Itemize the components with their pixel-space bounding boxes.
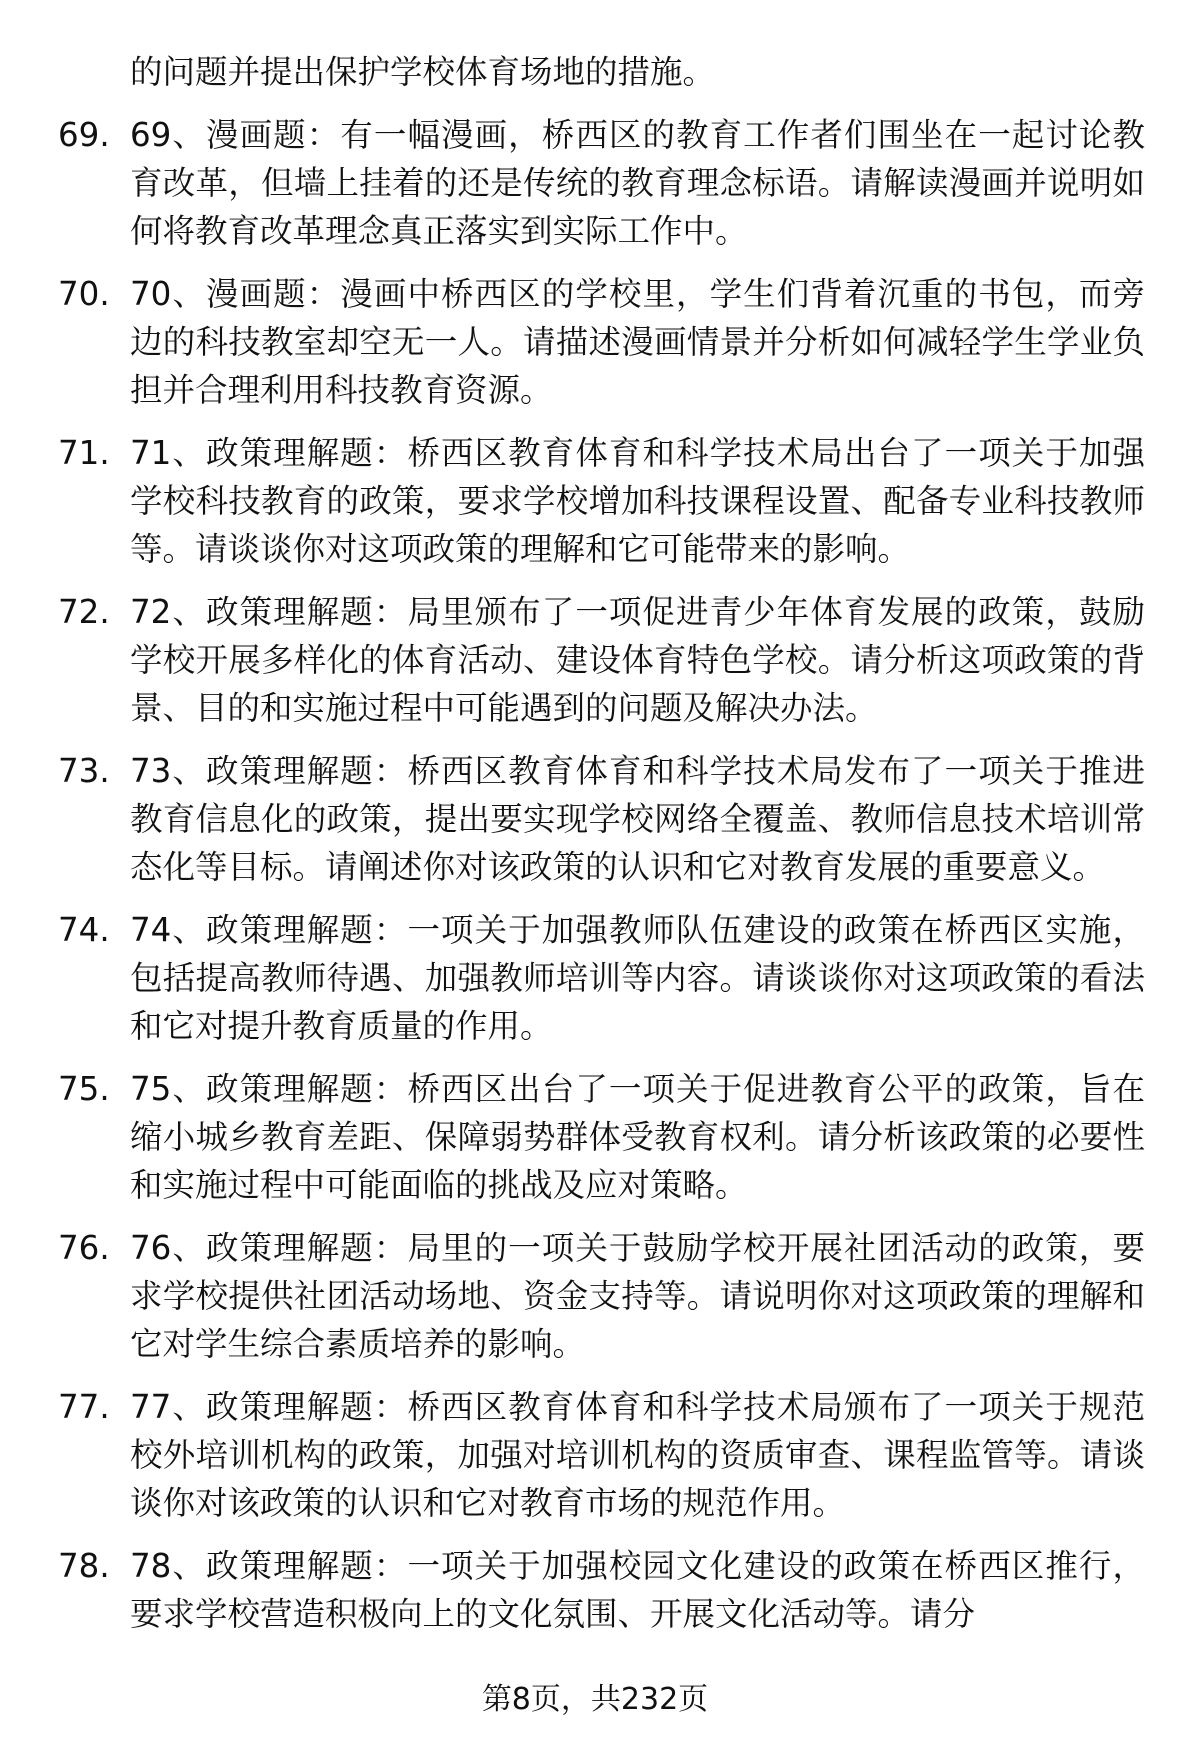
question-item: [0, 1224, 1145, 1368]
question-text: 74、政策理解题：一项关于加强教师队伍建设的政策在桥西区实施，包括提高教师待遇、加强教师培训等内容。请谈谈你对这项政策的看法和它对提升教育质量的作用。: [130, 911, 1145, 1045]
question-text: 76、政策理解题：局里的一项关于鼓励学校开展社团活动的政策，要求学校提供社团活动场地、资金支持等。请说明你对这项政策的理解和它对学生综合素质培养的影响。: [130, 1229, 1145, 1363]
question-text: 78、政策理解题：一项关于加强校园文化建设的政策在桥西区推行，要求学校营造积极向上的文化氛围、开展文化活动等。请分: [130, 1547, 1145, 1633]
question-item: [0, 270, 1145, 414]
page-footer: 第8页，共232页: [481, 1682, 709, 1717]
question-text: 77、政策理解题：桥西区教育体育和科学技术局颁布了一项关于规范校外培训机构的政策，加强对培训机构的资质审查、课程监管等。请谈谈你对该政策的认识和它对教育市场的规范作用。: [130, 1388, 1145, 1522]
question-text: 72、政策理解题：局里颁布了一项促进青少年体育发展的政策，鼓励学校开展多样化的体育活动、建设体育特色学校。请分析这项政策的背景、目的和实施过程中可能遇到的问题及解决办法。: [130, 593, 1145, 727]
question-number: 70.: [58, 275, 110, 313]
question-text: 73、政策理解题：桥西区教育体育和科学技术局发布了一项关于推进教育信息化的政策，提出要实现学校网络全覆盖、教师信息技术培训常态化等目标。请阐述你对该政策的认识和它对教育发展的重要意义。: [130, 752, 1145, 886]
question-number: 69.: [58, 116, 110, 154]
question-text: 70、漫画题：漫画中桥西区的学校里，学生们背着沉重的书包，而旁边的科技教室却空无一人。请描述漫画情景并分析如何减轻学生学业负担并合理利用科技教育资源。: [130, 275, 1145, 409]
question-text: 69、漫画题：有一幅漫画，桥西区的教育工作者们围坐在一起讨论教育改革，但墙上挂着的还是传统的教育理念标语。请解读漫画并说明如何将教育改革理念真正落实到实际工作中。: [130, 116, 1145, 250]
question-number: 71.: [58, 434, 110, 472]
question-number: 74.: [58, 911, 110, 949]
question-item: [0, 111, 1145, 255]
question-number: 78.: [58, 1547, 110, 1585]
continuation-text: 的问题并提出保护学校体育场地的措施。: [130, 53, 716, 91]
question-number: 77.: [58, 1388, 110, 1426]
question-text: 75、政策理解题：桥西区出台了一项关于促进教育公平的政策，旨在缩小城乡教育差距、保障弱势群体受教育权利。请分析该政策的必要性和实施过程中可能面临的挑战及应对策略。: [130, 1070, 1145, 1204]
question-number: 75.: [58, 1070, 110, 1108]
question-item: [0, 747, 1145, 891]
question-text: 71、政策理解题：桥西区教育体育和科学技术局出台了一项关于加强学校科技教育的政策，要求学校增加科技课程设置、配备专业科技教师等。请谈谈你对这项政策的理解和它可能带来的影响。: [130, 434, 1145, 568]
question-item: [0, 1542, 1145, 1638]
question-item: [0, 906, 1145, 1050]
question-number: 73.: [58, 752, 110, 790]
question-number: 72.: [58, 593, 110, 631]
question-item: [0, 1383, 1145, 1527]
question-list: [0, 111, 1190, 1653]
question-item: [0, 429, 1145, 573]
question-item: [0, 588, 1145, 732]
question-number: 76.: [58, 1229, 110, 1267]
question-item: [0, 1065, 1145, 1209]
